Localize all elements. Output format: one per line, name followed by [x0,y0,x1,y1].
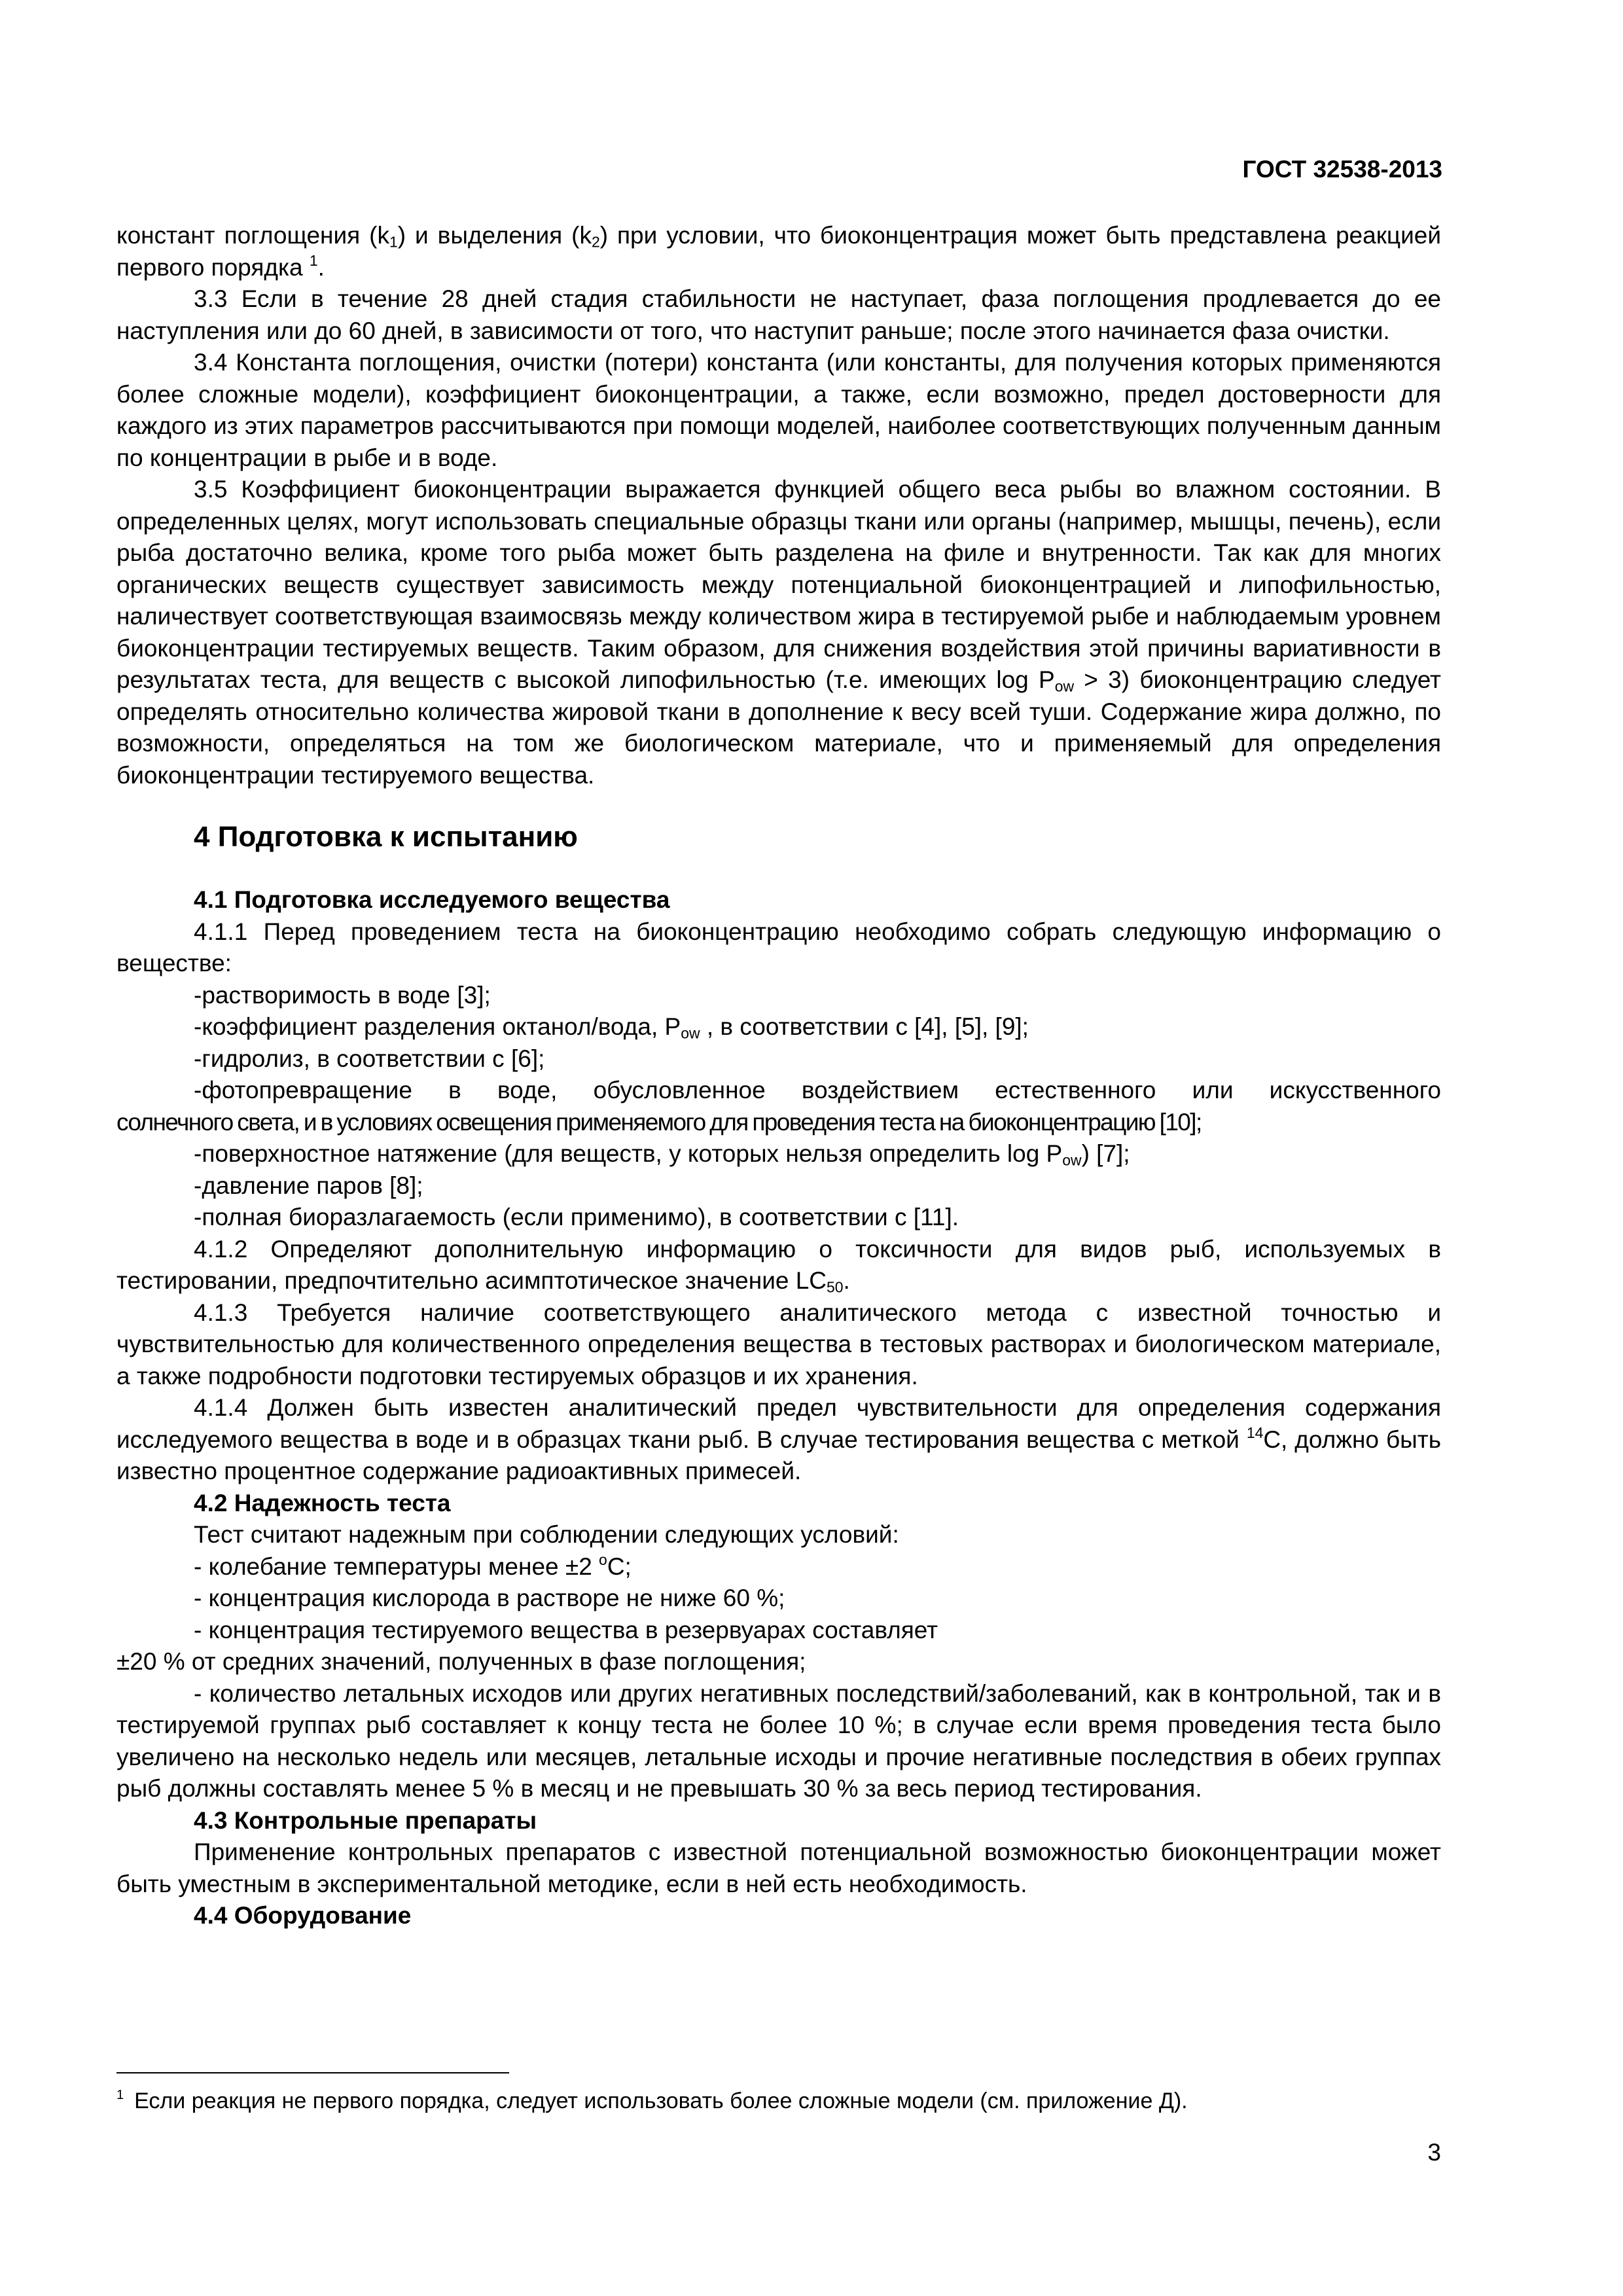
paragraph-4-2: Тест считают надежным при соблюдении следующих условий: [194,1521,899,1548]
footnote-text: Если реакция не первого порядка, следует использовать более сложные модели (см. приложение Д). [134,2089,1188,2113]
condition-item: - концентрация тестируемого вещества в резервуарах составляет ±20 % от средних значений, полученных в фазе поглощения; [116,1616,938,1675]
paragraph-4-1-1: 4.1.1 Перед проведением теста на биоконцентрацию необходимо собрать следующую информацию о веществе: [116,918,1441,977]
list-item: -фотопревращение в воде, обусловленное воздействием естественного или искусственного солнечного света, и в условиях освещения применяемого для проведения теста на биоконцентрацию [10]; [116,1077,1441,1136]
subsection-4-1-heading: 4.1 Подготовка исследуемого вещества [194,886,670,913]
paragraph-3-5: 3.5 Коэффициент биоконцентрации выражается функцией общего веса рыбы во влажном состоянии. В определенных целях, могут использовать специальные образцы ткани или органы (например, мышцы, печень), если рыба достаточно велика, кроме того рыба может быть разделена на филе и внутренности. Так как для многих органических веществ существует зависимость между потенциальной биоконцентрацией и липофильностью, наличествует соответствующая взаимосвязь между количеством жира в тестируемой рыбе и наблюдаемым уровнем биоконцентрации тестируемых веществ. Таким образом, для снижения воздействия этой причины вариативности в результатах теста, для веществ с высокой липофильностью (т.е. имеющих $\log P_{ow} > 3$) биоконцентрацию следует определять относительно количества жировой ткани в дополнение к весу всей туши. Содержание жира должно, по возможности, определяться на том же биологическом материале, что и применяемый для определения биоконцентрации тестируемого вещества. [116,476,1441,789]
footnote-marker: 1 [116,2088,124,2102]
paragraph-3-3: 3.3 Если в течение 28 дней стадия стабильности не наступает, фаза поглощения продлевается до ее наступления или до 60 дней, в зависимости от того, что наступит раньше; после этого начинается фаза очистки. [116,285,1441,344]
subsection-4-4-heading: 4.4 Оборудование [194,1902,412,1929]
paragraph-4-1-2: 4.1.2 Определяют дополнительную информацию о токсичности для видов рыб, используемых в тестировании, предпочтительно асимптотическое значение $LC_{50}$. [116,1235,1441,1296]
paragraph-4-1-3: 4.1.3 Требуется наличие соответствующего аналитического метода с известной точностью и чувствительностью для количественного определения вещества в тестовых растворах и биологическом материале, а также подробности подготовки тестируемых образцов и их хранения. [116,1299,1441,1390]
document-header: ГОСТ 32538-2013 [1242,156,1442,183]
section-4-heading: 4 Подготовка к испытанию [194,821,578,853]
subsection-4-3-heading: 4.3 Контрольные препараты [194,1806,537,1834]
footnote [116,2088,1188,2114]
paragraph-4-3: Применение контрольных препаратов с известной потенциальной возможностью биоконцентрации может быть уместным в экспериментальной методике, если в ней есть необходимость. [116,1839,1441,1897]
list-item: -гидролиз, в соответствии с [6]; [194,1045,545,1072]
document-body [116,220,1441,1932]
list-item: -коэффициент разделения октанол/вода, $P_{ow}$ , в соответствии с [4], [5], [9]; [194,1013,1029,1042]
paragraph-3-4: 3.4 Константа поглощения, очистки (потери) константа (или константы, для получения которых применяются более сложные модели), коэффициент биоконцентрации, а также, если возможно, предел достоверности для каждого из этих параметров рассчитываются при помощи моделей, наиболее соответствующих полученным данным по концентрации в рыбе и в воде. [116,349,1441,471]
list-item: -поверхностное натяжение (для веществ, у которых нельзя определить $\log P_{ow}$) [7]; [194,1140,1130,1169]
footnote-divider [116,2072,509,2073]
paragraph-continuation: констант поглощения $(k_1)$ и выделения $(k_2)$ при условии, что биоконцентрация может быть представлена реакцией первого порядка $^1$. [116,222,1441,281]
subsection-4-2-heading: 4.2 Надежность теста [194,1489,451,1516]
page-number: 3 [1427,2139,1441,2166]
paragraph-4-1-4: 4.1.4 Должен быть известен аналитический предел чувствительности для определения содержания исследуемого вещества в воде и в образцах ткани рыб. В случае тестирования вещества с меткой $^{14}$С, должно быть известно процентное содержание радиоактивных примесей. [116,1394,1441,1484]
list-item: -давление паров [8]; [194,1172,423,1199]
condition-item: - концентрация кислорода в растворе не ниже 60 %; [194,1585,785,1611]
condition-item: - колебание температуры менее ±2 $^о$С; [194,1551,632,1580]
footnote-ref: 1 [309,251,318,269]
list-item: -полная биоразлагаемость (если применимо), в соответствии с [11]. [194,1204,959,1230]
list-item: -растворимость в воде [3]; [194,981,491,1009]
condition-item: - количество летальных исходов или других негативных последствий/заболеваний, как в контрольной, так и в тестируемой группах рыб составляет к концу теста не более 10 %; в случае если время проведения теста было увеличено на несколько недель или месяцев, летальные исходы и прочие негативные последствия в обеих группах рыб должны составлять менее 5 % в месяц и не превышать 30 % за весь период тестирования. [116,1679,1441,1802]
